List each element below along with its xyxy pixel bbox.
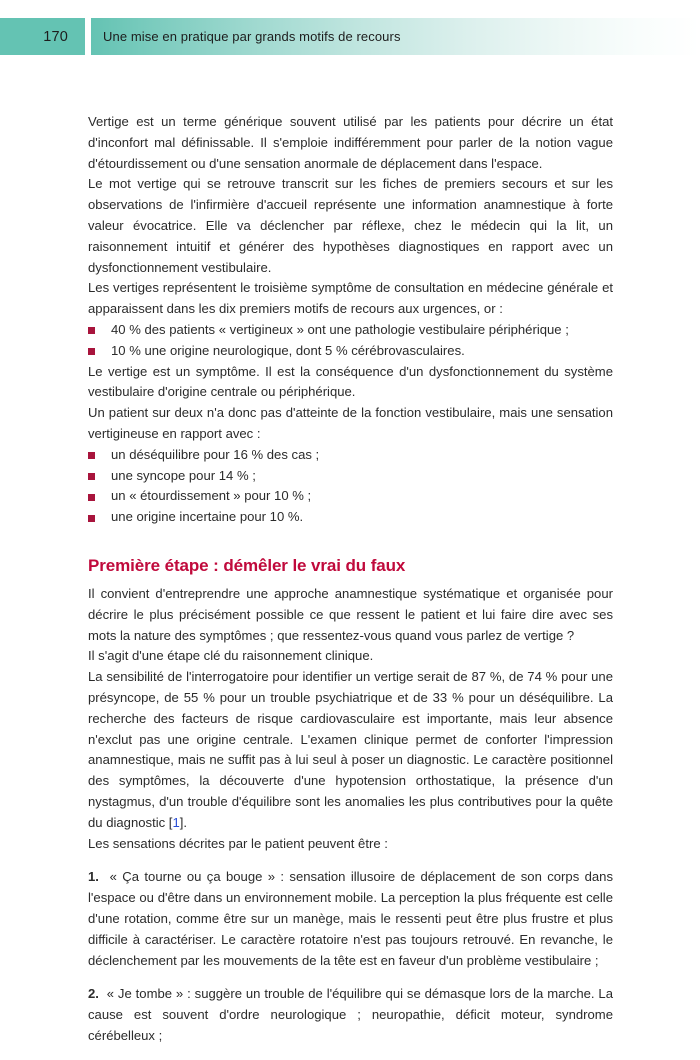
list-item [88,341,613,362]
bullet-list-1 [88,320,613,362]
bullet-list-2 [88,445,613,528]
paragraph-6: Il convient d'entreprendre une approche anamnestique systématique et organisée pour décrire le plus précisément possible ce que ressent le patient et lui faire dire avec ses mots la nature des symptômes ; que ressentez-vous quand vous parlez de vertige ? [88,585,613,643]
numbered-item-1 [88,867,613,971]
list-item [88,486,613,507]
numbered-item-1-marker: 1. [88,869,99,885]
heading-bottom-spacer [88,577,613,584]
folio-block [0,18,85,55]
paragraph-8-text-after-reference: ]. [179,814,188,830]
paragraph-3: Les vertiges représentent le troisième symptôme de consultation en médecine générale et apparaissent dans les dix premiers motifs de recours aux urgences, or : [88,280,613,317]
reference-link-1[interactable]: 1 [172,814,180,830]
paragraph-5: Un patient sur deux n'a donc pas d'atteinte de la fonction vestibulaire, mais une sensation vertigineuse en rapport avec : [88,405,613,441]
numbered-item-2 [88,984,613,1046]
numbered-item-2-text: « Je tombe » : suggère un trouble de l'équilibre qui se démasque lors de la marche. La cause est souvent d'ordre neurologique ; neuropathie, déficit moteur, syndrome cérébelleux ; [88,986,614,1044]
list-item-text: un déséquilibre pour 16 % des cas ; [111,446,320,462]
header-gradient-band [91,18,700,55]
list-item [88,466,613,487]
list-item-text: une origine incertaine pour 10 %. [111,509,304,525]
paragraph-1: Vertige est un terme générique souvent utilisé par les patients pour décrire un état d'inconfort mal définissable. Il s'emploie indifféremment pour parler de la notion vague d'étourdissement ou d'une sensation anormale de déplacement dans l'espace. [88,114,613,171]
square-bullet-icon [88,473,95,480]
square-bullet-icon [88,348,95,355]
paragraph-8 [88,667,613,833]
numbered-item-1-text: « Ça tourne ou ça bouge » : sensation illusoire de déplacement de son corps dans l'espace ou d'être dans un environnement mobile. La perception la plus fréquente est celle d'une rotation, comme être sur un manège, mais le ressenti peut être plus frustre et plus difficile à caractériser. Le caractère rotatoire n'est pas toujours retrouvé. En revanche, le déclenchement par les mouvements de la tête est en faveur d'un problème vestibulaire ; [88,869,613,968]
page-running-header [0,18,700,55]
paragraph-9: Les sensations décrites par le patient peuvent être : [88,835,388,851]
paragraph-8-text-before-reference: La sensibilité de l'interrogatoire pour identifier un vertige serait de 87 %, de 74 % pour une présyncope, de 55 % pour un trouble psychiatrique et de 33 % pour un déséquilibre. La recherche des facteurs de risque cardiovasculaire est importante, mais leur absence n'exclut pas une origine centrale. L'examen clinique permet de conforter l'impression anamnestique, mais ne suffit pas à lui seul à poser un diagnostic. Le caractère positionnel des symptômes, la découverte d'une hypotension orthostatique, la présence d'un nystagmus, d'un trouble d'équilibre sont les anomalies les plus contributives pour la quête du diagnostic [ [88,669,613,830]
list-item-text: 40 % des patients « vertigineux » ont une pathologie vestibulaire périphérique ; [111,321,569,337]
list-item [88,320,613,341]
page-number: 170 [43,28,68,45]
numbered-item-2-marker: 2. [88,986,99,1002]
square-bullet-icon [88,452,95,459]
list-item [88,507,613,528]
list-item-text: 10 % une origine neurologique, dont 5 % cérébrovasculaires. [111,342,465,358]
list-item-text: un « étourdissement » pour 10 % ; [111,488,312,504]
list-item-text: une syncope pour 14 % ; [111,467,256,483]
page-content [88,112,613,1060]
paragraph-7: Il s'agit d'une étape clé du raisonnement clinique. [88,648,374,664]
paragraph-4: Le vertige est un symptôme. Il est la conséquence d'un dysfonctionnement du système vestibulaire d'origine centrale ou périphérique. [88,363,613,400]
list-item [88,445,613,466]
section-heading: Première étape : démêler le vrai du faux [88,555,406,575]
running-title: Une mise en pratique par grands motifs de recours [103,29,401,44]
square-bullet-icon [88,494,95,501]
heading-top-spacer [88,528,613,555]
paragraph-2: Le mot vertige qui se retrouve transcrit sur les fiches de premiers secours et sur les observations de l'infirmière d'accueil représente une information anamnestique à forte valeur évocatrice. Elle va déclencher par réflexe, chez le médecin qui la lit, un raisonnement intuitif et générer des hypothèses diagnostiques en rapport avec un dysfonctionnement vestibulaire. [88,176,613,275]
square-bullet-icon [88,515,95,522]
square-bullet-icon [88,327,95,334]
